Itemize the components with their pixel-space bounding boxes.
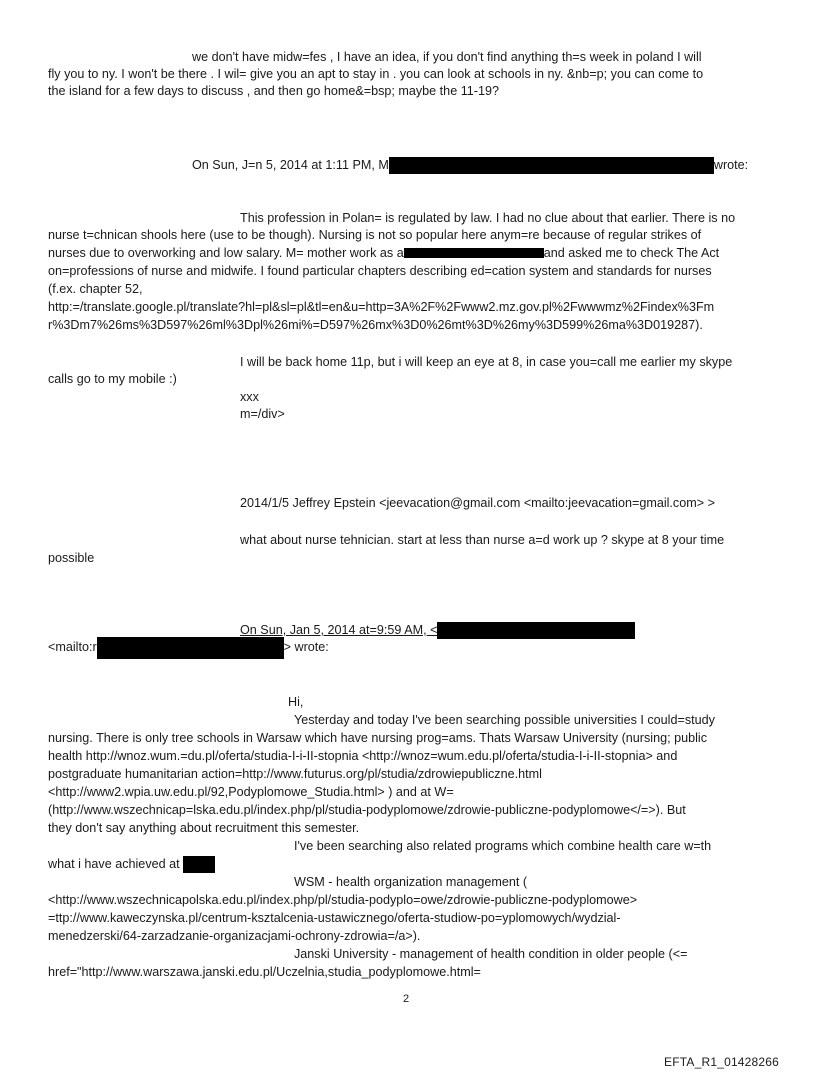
email-text-line: fly you to ny. I won't be there . I wil= give you an apt to stay in . you can look at schools in ny. &nb=p; you can come to: [48, 67, 704, 81]
body-text-line: (f.ex. chapter 52,: [48, 282, 143, 296]
url-line: (http://www.wszechnicap=lska.edu.pl/index.php/pl/studia-podyplomowe/zdrowie-publiczne-podyplomowe</=>). But: [48, 803, 686, 817]
url-line: http:=/translate.google.pl/translate?hl=pl&sl=pl&tl=en&u=http=3A%2F%2Fwww2.mz.gov.pl%2Fwwwmz%2Findex%3Fm: [48, 300, 715, 314]
email-text-line: the island for a few days to discuss , and then go home&=bsp; maybe the 11-19?: [48, 84, 499, 98]
body-text-line: [48, 856, 215, 873]
page-number: 2: [403, 993, 410, 1005]
redaction-box: [437, 622, 635, 639]
body-text-line: on=professions of nurse and midwife. I found particular chapters describing ed=cation system and standards for nurses: [48, 264, 712, 278]
document-id: EFTA_R1_01428266: [664, 1055, 780, 1069]
body-text-line: Yesterday and today I've been searching possible universities I could=study: [294, 713, 715, 727]
quote-header-end: wrote:: [713, 158, 749, 172]
url-line: <http://www.wszechnicapolska.edu.pl/index.php/pl/studia-podyplo=owe/zdrowie-publiczne-podyplomowe>: [48, 893, 638, 907]
url-line: =ttp://www.kaweczynska.pl/centrum-ksztalcenia-ustawicznego/oferta-studiow-po=yplomowych/wydzial-: [48, 911, 621, 925]
body-text-fragment: what i have achieved at: [48, 857, 180, 871]
mailto-start: <mailto:r: [48, 640, 97, 654]
mailto-end: > wrote:: [283, 640, 329, 654]
redaction-box: [404, 248, 544, 258]
body-text-line: Janski University - management of health condition in older people (<=: [294, 947, 688, 961]
greeting: Hi,: [288, 695, 304, 709]
body-text-line: calls go to my mobile :): [48, 372, 177, 386]
url-line: postgraduate humanitarian action=http://www.futurus.org/pl/studia/zdrowiepubliczne.html: [48, 767, 542, 781]
quote-header: [240, 622, 635, 639]
body-text-fragment: nurses due to overworking and low salary. M= mother work as a: [48, 246, 404, 260]
body-text-line: I will be back home 11p, but i will keep an eye at 8, in case you=call me earlier my skype: [240, 355, 733, 369]
quote-header-start: On Sun, J=n 5, 2014 at 1:11 PM, M: [192, 158, 389, 172]
url-line: r%3Dm7%26ms%3D597%26ml%3Dpl%26mi%=D597%26mx%3D0%26mt%3D%26my%3D599%26ma%3D019287).: [48, 318, 703, 332]
redaction-box: [97, 637, 284, 659]
body-text-line: nursing. There is only tree schools in Warsaw which have nursing prog=ams. Thats Warsaw University (nursing; public: [48, 731, 708, 745]
body-text-line: possible: [48, 551, 95, 565]
body-text-line: WSM - health organization management (: [294, 875, 528, 889]
url-line: href="http://www.warszawa.janski.edu.pl/Uczelnia,studia_podyplomowe.html=: [48, 965, 481, 979]
email-text-line: we don't have midw=fes , I have an idea, if you don't find anything th=s week in poland I will: [192, 50, 702, 64]
quote-mailto-line: [48, 639, 329, 659]
body-text-line: m=/div>: [240, 407, 285, 421]
body-text-line: they don't say anything about recruitment this semester.: [48, 821, 360, 835]
redaction-box: [389, 157, 714, 174]
body-text-line: [48, 245, 719, 262]
body-text-line: xxx: [240, 390, 259, 404]
body-text-line: nurse t=chnican shools here (use to be though). Nursing is not so popular here anym=re because of regular strikes of: [48, 228, 702, 242]
quote-header: [192, 157, 748, 174]
body-text-fragment: and asked me to check The Act: [543, 246, 720, 260]
url-line: <http://www2.wpia.uw.edu.pl/92,Podyplomowe_Studia.html> ) and at W=: [48, 785, 454, 799]
url-line: menedzerski/64-zarzadzanie-organizacjami-ochrony-zdrowia=/a>).: [48, 929, 421, 943]
redaction-box: [183, 856, 215, 873]
quote-header-start: On Sun, Jan 5, 2014 at=9:59 AM, <: [240, 623, 438, 637]
body-text-line: This profession in Polan= is regulated by law. I had no clue about that earlier. There is no: [240, 211, 736, 225]
body-text-line: I've been searching also related programs which combine health care w=th: [294, 839, 712, 853]
body-text-line: what about nurse tehnician. start at less than nurse a=d work up ? skype at 8 your time: [240, 533, 725, 547]
url-line: health http://wnoz.wum.=du.pl/oferta/studia-I-i-II-stopnia <http://wnoz=wum.edu.pl/oferta/studia-I-i-II-stopnia> and: [48, 749, 678, 763]
quote-header: 2014/1/5 Jeffrey Epstein <jeevacation@gmail.com <mailto:jeevacation=gmail.com> >: [240, 496, 715, 510]
